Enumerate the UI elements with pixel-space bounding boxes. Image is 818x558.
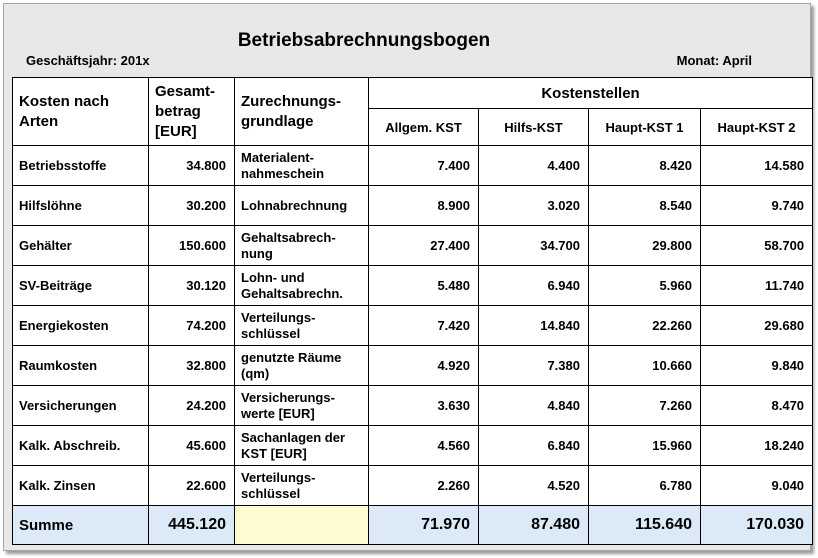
value-cell: 7.380 <box>479 346 589 386</box>
value-cell: 7.400 <box>369 146 479 186</box>
value-cell: 9.040 <box>701 466 813 506</box>
basis-cell: Versicherungs-werte [EUR] <box>235 386 369 426</box>
basis-cell: Verteilungs-schlüssel <box>235 466 369 506</box>
value-cell: 4.840 <box>479 386 589 426</box>
table-row <box>13 146 813 186</box>
header-total <box>149 78 235 146</box>
header-cost-types <box>13 78 149 146</box>
value-cell: 7.420 <box>369 306 479 346</box>
sum-value: 87.480 <box>479 506 589 545</box>
report-sheet <box>3 3 811 551</box>
value-cell: 29.800 <box>589 226 701 266</box>
header-center-hilfs: Hilfs-KST <box>479 109 589 146</box>
value-cell: 5.960 <box>589 266 701 306</box>
cost-type-cell: Versicherungen <box>13 386 149 426</box>
header-total-label: Gesamt-betrag [EUR] <box>155 82 216 140</box>
value-cell: 4.520 <box>479 466 589 506</box>
total-cell: 24.200 <box>149 386 235 426</box>
sum-value: 71.970 <box>369 506 479 545</box>
table-row <box>13 186 813 226</box>
value-cell: 58.700 <box>701 226 813 266</box>
header-basis <box>235 78 369 146</box>
value-cell: 8.470 <box>701 386 813 426</box>
cost-type-cell: Gehälter <box>13 226 149 266</box>
header-center-haupt-2: Haupt-KST 2 <box>701 109 813 146</box>
value-cell: 27.400 <box>369 226 479 266</box>
value-cell: 4.560 <box>369 426 479 466</box>
total-cell: 30.200 <box>149 186 235 226</box>
value-cell: 5.480 <box>369 266 479 306</box>
total-cell: 30.120 <box>149 266 235 306</box>
header-cost-centers: Kostenstellen <box>369 78 813 109</box>
table-row <box>13 226 813 266</box>
sum-value: 115.640 <box>589 506 701 545</box>
total-cell: 32.800 <box>149 346 235 386</box>
sum-value: 170.030 <box>701 506 813 545</box>
basis-cell: Lohn- und Gehaltsabrechn. <box>235 266 369 306</box>
cost-type-cell: Energiekosten <box>13 306 149 346</box>
cost-type-cell: Hilfslöhne <box>13 186 149 226</box>
sum-label: Summe <box>13 506 149 545</box>
value-cell: 14.580 <box>701 146 813 186</box>
table-row <box>13 306 813 346</box>
value-cell: 3.020 <box>479 186 589 226</box>
table-row <box>13 466 813 506</box>
header-cost-types-label: Kosten nach Arten <box>19 92 110 130</box>
value-cell: 15.960 <box>589 426 701 466</box>
table-row <box>13 266 813 306</box>
value-cell: 9.740 <box>701 186 813 226</box>
sum-row <box>13 506 813 545</box>
value-cell: 4.400 <box>479 146 589 186</box>
value-cell: 14.840 <box>479 306 589 346</box>
value-cell: 6.780 <box>589 466 701 506</box>
header-center-haupt-1: Haupt-KST 1 <box>589 109 701 146</box>
value-cell: 3.630 <box>369 386 479 426</box>
total-cell: 34.800 <box>149 146 235 186</box>
header-basis-label: Zurechnungs-grundlage <box>241 92 341 130</box>
value-cell: 18.240 <box>701 426 813 466</box>
value-cell: 4.920 <box>369 346 479 386</box>
total-cell: 45.600 <box>149 426 235 466</box>
basis-cell: Materialent-nahmeschein <box>235 146 369 186</box>
header-center-allgem: Allgem. KST <box>369 109 479 146</box>
cost-type-cell: Kalk. Abschreib. <box>13 426 149 466</box>
value-cell: 7.260 <box>589 386 701 426</box>
basis-cell: Sachanlagen der KST [EUR] <box>235 426 369 466</box>
value-cell: 9.840 <box>701 346 813 386</box>
value-cell: 8.900 <box>369 186 479 226</box>
value-cell: 22.260 <box>589 306 701 346</box>
bab-table <box>12 77 813 545</box>
table-row <box>13 386 813 426</box>
total-cell: 74.200 <box>149 306 235 346</box>
basis-cell: Verteilungs-schlüssel <box>235 306 369 346</box>
page-title: Betriebsabrechnungsbogen <box>237 30 491 51</box>
basis-cell: Lohnabrechnung <box>235 186 369 226</box>
sum-basis-empty <box>235 506 369 545</box>
value-cell: 8.420 <box>589 146 701 186</box>
basis-cell: Gehaltsabrech-nung <box>235 226 369 266</box>
value-cell: 6.840 <box>479 426 589 466</box>
total-cell: 22.600 <box>149 466 235 506</box>
value-cell: 8.540 <box>589 186 701 226</box>
cost-type-cell: Betriebsstoffe <box>13 146 149 186</box>
value-cell: 34.700 <box>479 226 589 266</box>
value-cell: 29.680 <box>701 306 813 346</box>
table-row <box>13 346 813 386</box>
sum-total: 445.120 <box>149 506 235 545</box>
value-cell: 6.940 <box>479 266 589 306</box>
value-cell: 11.740 <box>701 266 813 306</box>
fiscal-year-label: Geschäftsjahr: 201x <box>26 53 150 68</box>
value-cell: 10.660 <box>589 346 701 386</box>
month-label: Monat: April <box>676 53 752 68</box>
value-cell: 2.260 <box>369 466 479 506</box>
table-row <box>13 426 813 466</box>
basis-cell: genutzte Räume (qm) <box>235 346 369 386</box>
cost-type-cell: Kalk. Zinsen <box>13 466 149 506</box>
cost-type-cell: SV-Beiträge <box>13 266 149 306</box>
total-cell: 150.600 <box>149 226 235 266</box>
cost-type-cell: Raumkosten <box>13 346 149 386</box>
